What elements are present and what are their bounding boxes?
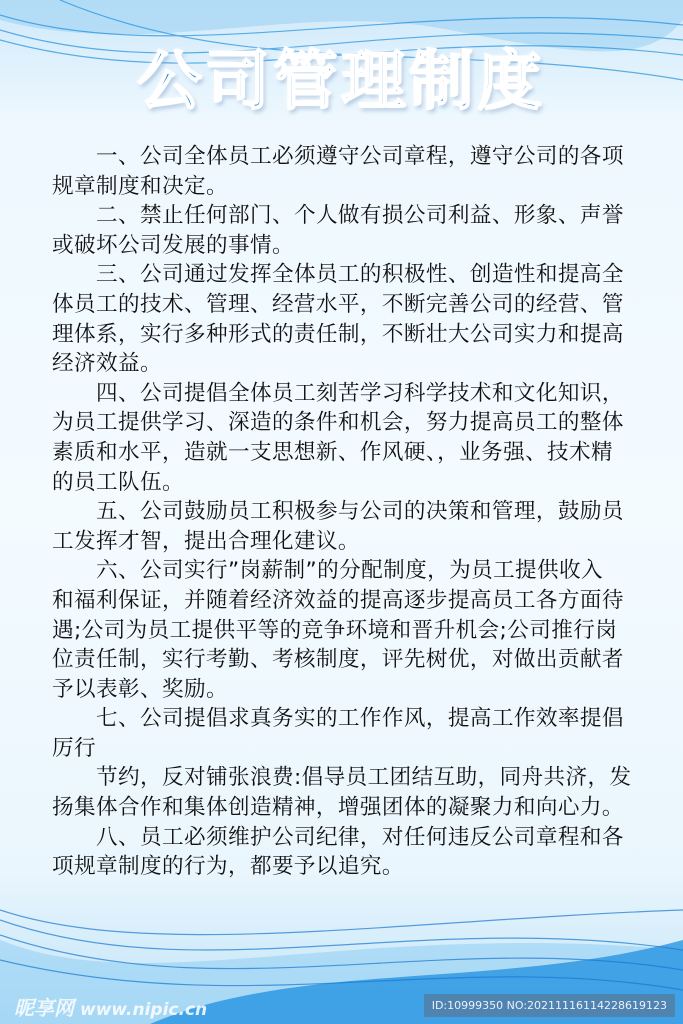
regulation-paragraph: [52, 704, 652, 763]
text-line: 节约，反对铺张浪费:倡导员工团结互助，同舟共济，发: [96, 765, 632, 791]
watermark-url: www.nipic.cn: [80, 1000, 208, 1020]
text-line: 项规章制度的行为，都要予以追究。: [52, 854, 404, 880]
regulation-paragraph: [52, 556, 652, 704]
text-line: 扬集体合作和集体创造精神，增强团体的凝聚力和向心力。: [52, 795, 624, 821]
text-line: 一、公司全体员工必须遵守公司章程，遵守公司的各项: [96, 144, 624, 169]
regulation-paragraph: [52, 379, 652, 497]
text-line: 七、公司提倡求真务实的工作作风，提高工作效率提倡: [96, 706, 624, 732]
text-line: 理体系，实行多种形式的责任制，不断壮大公司实力和提高: [52, 321, 624, 347]
page-title: 公司管理制度: [137, 45, 546, 119]
text-line: 规章制度和决定。: [52, 173, 228, 199]
text-line: 为员工提供学习、深造的条件和机会，努力提高员工的整体: [52, 410, 624, 436]
text-line: 二、禁止任何部门、个人做有损公司利益、形象、声誉: [96, 203, 624, 229]
text-line: 经济效益。: [52, 351, 162, 377]
watermark-logo: [14, 992, 207, 1021]
regulation-paragraph: [52, 201, 652, 260]
text-line: 和福利保证，并随着经济效益的提高逐步提高员工各方面待: [52, 587, 624, 613]
regulation-paragraph: [52, 823, 652, 882]
text-line: 厉行: [52, 735, 96, 761]
regulation-text: [52, 142, 652, 882]
regulation-paragraph: [52, 763, 652, 822]
text-line: 予以表彰、奖励。: [52, 676, 228, 702]
text-line: 的员工队伍。: [52, 469, 184, 495]
text-line: 八、员工必须维护公司纪律，对任何违反公司章程和各: [96, 824, 624, 850]
regulation-paragraph: [52, 497, 652, 556]
image-id-label: ID:10999350 NO:20211116114228619123: [424, 994, 675, 1017]
regulation-paragraph: [52, 260, 652, 378]
text-line: 三、公司通过发挥全体员工的积极性、创造性和提高全: [96, 262, 624, 288]
text-line: 五、公司鼓励员工积极参与公司的决策和管理，鼓励员: [96, 499, 624, 525]
regulation-paragraph: [52, 142, 652, 201]
watermark-logo-text: 昵享网: [14, 996, 74, 1020]
text-line: 体员工的技术、管理、经营水平，不断完善公司的经营、管: [52, 291, 624, 317]
text-line: 遇;公司为员工提供平等的竞争环境和晋升机会;公司推行岗: [52, 617, 618, 643]
text-line: 素质和水平，造就一支思想新、作风硬、，业务强、技术精: [52, 439, 614, 465]
text-line: 四、公司提倡全体员工刻苦学习科学技术和文化知识，: [96, 380, 624, 406]
text-line: 六、公司实行”岗薪制”的分配制度，为员工提供收入: [96, 558, 604, 584]
text-line: 位责任制，实行考勤、考核制度，评先树优，对做出贡献者: [52, 647, 624, 673]
text-line: 或破坏公司发展的事情。: [52, 232, 294, 258]
text-line: 工发挥才智，提出合理化建议。: [52, 528, 360, 554]
